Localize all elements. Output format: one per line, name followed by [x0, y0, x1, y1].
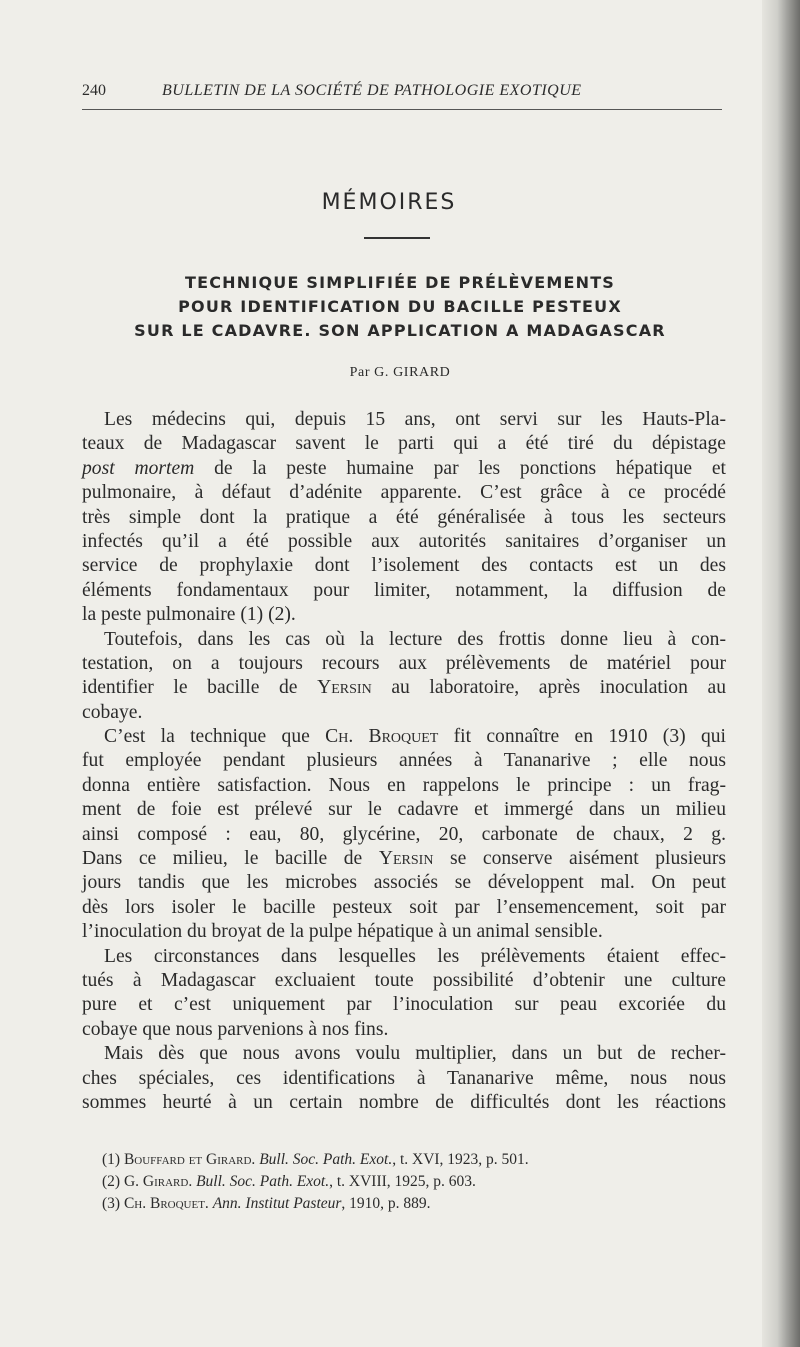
- body-line: ches spéciales, ces identifications à Tananarive même, nous nous: [82, 1067, 726, 1089]
- article-title-line-2: POUR IDENTIFICATION DU BACILLE PESTEUX: [178, 297, 622, 316]
- body-line: C’est la technique que Ch. Broquet fit connaître en 1910 (3) qui: [104, 726, 726, 748]
- footnote-journal: Bull. Soc. Path. Exot.: [259, 1151, 393, 1168]
- title-rule: [364, 237, 430, 239]
- byline: Par G. GIRARD: [349, 365, 451, 380]
- footnote-authors: Ch. Broquet.: [123, 1195, 209, 1212]
- header-rule: [82, 109, 722, 110]
- footnote: (1) Bouffard et Girard. Bull. Soc. Path. Exot., t. XVI, 1923, p. 501.: [102, 1151, 529, 1168]
- body-line: ment de foie est prélevé sur le cadavre et immergé dans un milieu: [82, 799, 726, 821]
- body-line: dès lors isoler le bacille pesteux soit par l’ensemencement, soit par: [82, 896, 726, 918]
- body-line: fut employée pendant plusieurs années à Tananarive ; elle nous: [82, 750, 726, 772]
- body-line: infectés qu’il a été possible aux autorités sanitaires d’organiser un: [82, 530, 726, 552]
- body-line: Mais dès que nous avons voulu multiplier, dans un but de recher-: [104, 1043, 726, 1065]
- body-line: post mortem de la peste humaine par les ponctions hépatique et: [82, 457, 726, 479]
- section-title: MÉMOIRES: [321, 190, 457, 215]
- body-line: donna entière satisfaction. Nous en rappelons le principe : un frag-: [82, 774, 726, 796]
- body-line: éléments fondamentaux pour limiter, notamment, la diffusion de: [82, 579, 726, 601]
- body-line: testation, on a toujours recours aux prélèvements de matériel pour: [82, 652, 726, 674]
- body-line: pulmonaire, à défaut d’adénite apparente. C’est grâce à ce procédé: [82, 482, 726, 504]
- running-header: [82, 82, 722, 106]
- italic-phrase: post mortem: [82, 457, 195, 479]
- footnote: (3) Ch. Broquet. Ann. Institut Pasteur, 1910, p. 889.: [102, 1195, 431, 1212]
- author-name: Ch. Broquet: [325, 726, 439, 748]
- body-line: Les circonstances dans lesquelles les prélèvements étaient effec-: [104, 945, 726, 967]
- journal-title: BULLETIN DE LA SOCIÉTÉ DE PATHOLOGIE EXOTIQUE: [162, 82, 582, 99]
- body-line: Toutefois, dans les cas où la lecture des frottis donne lieu à con-: [104, 628, 726, 650]
- author-name: Yersin: [378, 848, 434, 870]
- body-line: cobaye.: [82, 701, 143, 723]
- body-line: identifier le bacille de Yersin au laboratoire, après inoculation au: [82, 677, 727, 699]
- body-line: ainsi composé : eau, 80, glycérine, 20, carbonate de chaux, 2 g.: [82, 823, 726, 845]
- body-line: teaux de Madagascar savent le parti qui a été tiré du dépistage: [82, 433, 726, 455]
- body-line: service de prophylaxie dont l’isolement des contacts est un des: [82, 555, 726, 577]
- body-line: la peste pulmonaire (1) (2).: [82, 604, 296, 626]
- article-title-line-3: SUR LE CADAVRE. SON APPLICATION A MADAGASCAR: [134, 321, 666, 340]
- footnote-authors: Bouffard et Girard.: [123, 1151, 256, 1168]
- body-line: tués à Madagascar excluaient toute possibilité d’obtenir une culture: [82, 969, 726, 991]
- body-line: Dans ce milieu, le bacille de Yersin se conserve aisément plusieurs: [82, 848, 727, 870]
- article-title-line-1: TECHNIQUE SIMPLIFIÉE DE PRÉLÈVEMENTS: [184, 273, 616, 292]
- body-line: sommes heurté à un certain nombre de difficultés dont les réactions: [82, 1091, 726, 1113]
- body-line: jours tandis que les microbes associés se développent mal. On peut: [82, 872, 726, 894]
- body-line: cobaye que nous parvenions à nos fins.: [82, 1018, 389, 1040]
- article-body: [82, 408, 726, 1115]
- footnote-journal: Ann. Institut Pasteur: [212, 1195, 342, 1212]
- author-name: Yersin: [317, 677, 372, 699]
- footnotes: [102, 1149, 722, 1215]
- footnote-journal: Bull. Soc. Path. Exot.: [196, 1173, 330, 1190]
- body-line: Les médecins qui, depuis 15 ans, ont servi sur les Hauts-Pla-: [104, 409, 726, 430]
- body-line: très simple dont la pratique a été généralisée à tous les secteurs: [82, 506, 726, 528]
- body-line: l’inoculation du broyat de la pulpe hépatique à un animal sensible.: [82, 921, 603, 943]
- footnote-authors: G. Girard.: [123, 1173, 193, 1190]
- footnote: (2) G. Girard. Bull. Soc. Path. Exot., t. XVIII, 1925, p. 603.: [102, 1173, 476, 1190]
- page-number: 240: [82, 82, 106, 99]
- body-line: pure et c’est uniquement par l’inoculation sur peau excoriée du: [82, 994, 726, 1016]
- article-title: [60, 271, 740, 343]
